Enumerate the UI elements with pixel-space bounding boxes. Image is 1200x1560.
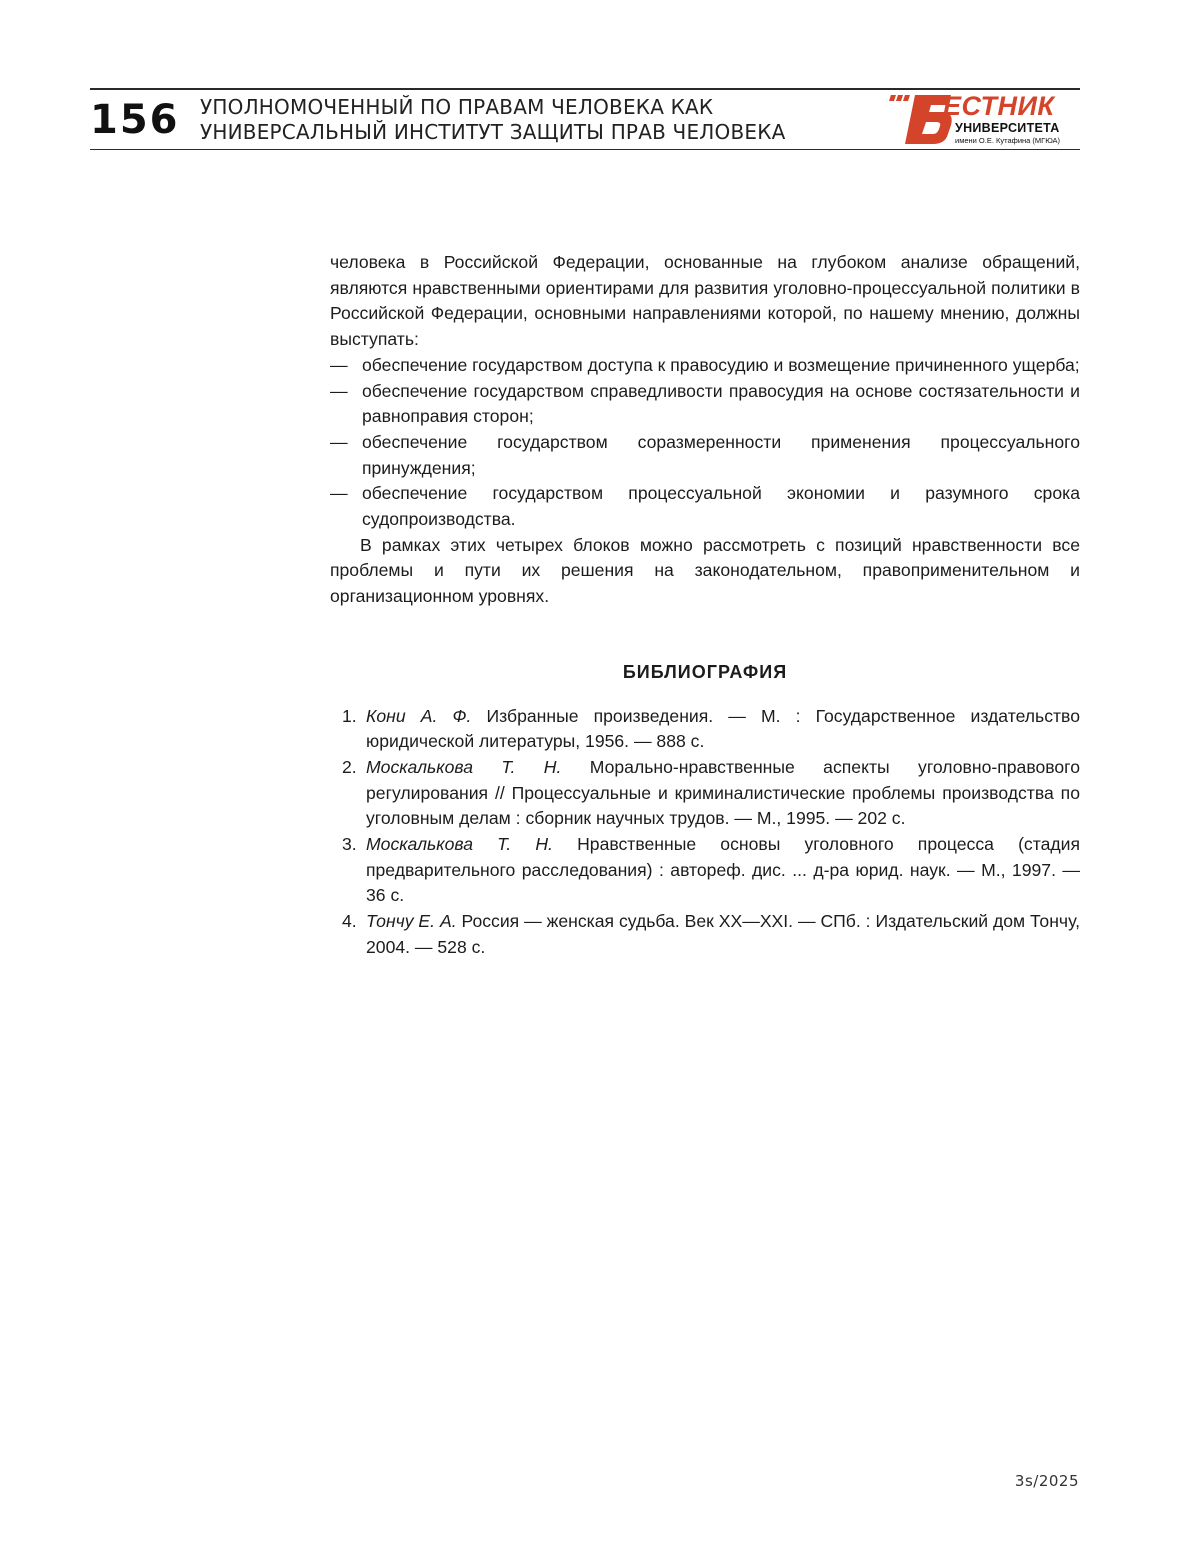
list-item-text: обеспечение государством доступа к правосудию и возмещение причиненного ущерба; [362,355,1080,375]
running-title [200,95,786,145]
running-title-line-1: УПОЛНОМОЧЕННЫЙ ПО ПРАВАМ ЧЕЛОВЕКА КАК [200,95,786,120]
directions-list [330,353,1080,533]
intro-paragraph: человека в Российской Федерации, основанные на глубоком анализе обращений, являются нравственными ориентирами для развития уголовно-процессуальной политики в Российской Федерации, основными направлениями которой, по нашему мнению, должны выступать: [330,250,1080,353]
list-dash: — [330,353,348,379]
bibliography-item [330,832,1080,909]
journal-logo-word: ЕСТНИК [943,92,1055,120]
list-item-text: обеспечение государством соразмеренности применения процессуального принуждения; [362,432,1080,478]
header-top-rule [90,88,1080,90]
list-item [330,481,1080,532]
list-item [330,353,1080,379]
list-item-text: обеспечение государством процессуальной экономии и разумного срока судопроизводства. [362,483,1080,529]
bibliography-heading: БИБЛИОГРАФИЯ [330,660,1080,686]
journal-logo-line-2: УНИВЕРСИТЕТА [955,122,1060,135]
bibliography-author: Москалькова Т. Н. [366,834,553,854]
issue-number: 3s/2025 [1015,1472,1079,1490]
bibliography-number: 3. [342,832,357,858]
journal-logo [885,92,1080,146]
bibliography-author: Москалькова Т. Н. [366,757,561,777]
bibliography-text: Нравственные основы уголовного процесса (стадия предварительного расследования) : автореф. дис. ... д-ра юрид. наук. — М., 1997. — 36 с. [366,834,1080,905]
header-bottom-rule [90,149,1080,150]
list-item-text: обеспечение государством справедливости правосудия на основе состязательности и равноправия сторон; [362,381,1080,427]
conclusion-paragraph: В рамках этих четырех блоков можно рассмотреть с позиций нравственности все проблемы и пути их решения на законодательном, правоприменительном и организационном уровнях. [330,533,1080,610]
article-body [330,250,1080,961]
bibliography-text: Морально-нравственные аспекты уголовно-правового регулирования // Процессуальные и криминалистические проблемы производства по уголовным делам : сборник научных трудов. — М., 1995. — 202 с. [366,757,1080,828]
running-title-line-2: УНИВЕРСАЛЬНЫЙ ИНСТИТУТ ЗАЩИТЫ ПРАВ ЧЕЛОВЕКА [200,120,786,145]
page-number: 156 [90,96,180,144]
bibliography-text: Россия — женская судьба. Век XX—XXI. — СПб. : Издательский дом Тончу, 2004. — 528 с. [366,911,1080,957]
bibliography-text: Избранные произведения. — М. : Государственное издательство юридической литературы, 1956. — 888 с. [366,706,1080,752]
bibliography-author: Кони А. Ф. [366,706,471,726]
bibliography-item [330,755,1080,832]
list-dash: — [330,481,348,507]
bibliography-item [330,909,1080,960]
bibliography-number: 1. [342,704,357,730]
list-dash: — [330,379,348,405]
bibliography-number: 4. [342,909,357,935]
list-item [330,379,1080,430]
bibliography-author: Тончу Е. А. [366,911,457,931]
page-header [90,88,1080,152]
bibliography-list [330,704,1080,961]
bibliography-item [330,704,1080,755]
list-dash: — [330,430,348,456]
journal-logo-line-3: имени О.Е. Кутафина (МГЮА) [955,136,1060,145]
list-item [330,430,1080,481]
bibliography-number: 2. [342,755,357,781]
